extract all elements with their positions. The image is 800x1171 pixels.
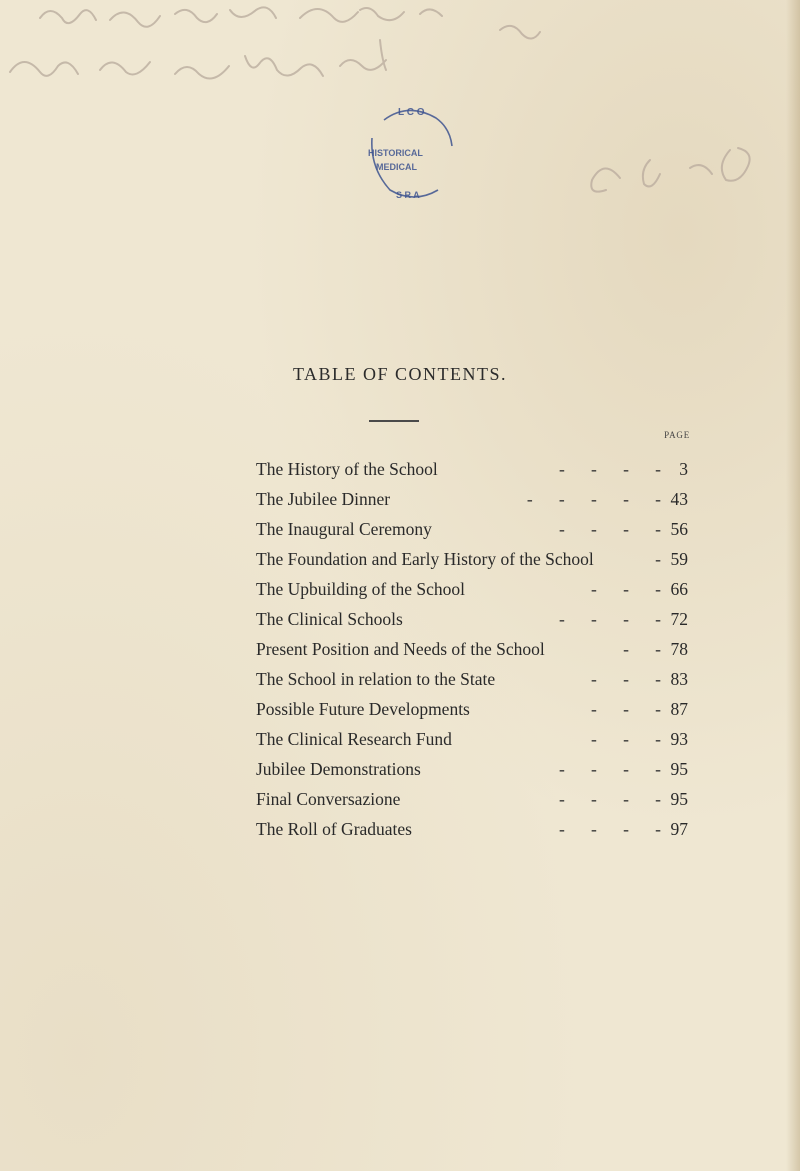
toc-entry-page: 43 — [670, 489, 688, 509]
toc-entry-title: The Jubilee Dinner — [256, 489, 391, 509]
toc-entry-page: 93 — [670, 729, 688, 749]
toc-entry-title: Final Conversazione — [256, 789, 401, 809]
library-stamp — [354, 98, 462, 208]
toc-entry[interactable] — [256, 454, 688, 484]
toc-entry-page: 59 — [670, 549, 688, 569]
page-title: TABLE OF CONTENTS. — [292, 364, 508, 384]
toc-entry-title: The Clinical Research Fund — [256, 729, 452, 749]
toc-entry-title: The History of the School — [256, 459, 438, 479]
toc-entry[interactable] — [256, 604, 688, 634]
stamp-text-line2: MEDICAL — [376, 162, 417, 172]
toc-entry[interactable] — [256, 484, 688, 514]
page-column-header: PAGE — [664, 430, 690, 440]
toc-entry-title: Possible Future Developments — [256, 699, 470, 719]
toc-entry[interactable] — [256, 664, 688, 694]
toc-entry-title: The Roll of Graduates — [256, 819, 412, 839]
toc-entry-title: The Clinical Schools — [256, 609, 403, 629]
toc-entry[interactable] — [256, 574, 688, 604]
toc-entry-leaders: - - - - — [558, 819, 661, 839]
toc-entry-title: The School in relation to the State — [256, 669, 496, 689]
toc-entry-page: 78 — [670, 639, 688, 659]
stamp-text-line1: HISTORICAL — [368, 148, 423, 158]
svg-text:S R A: S R A — [396, 190, 420, 200]
title-divider — [369, 420, 419, 422]
toc-entry[interactable] — [256, 814, 688, 844]
toc-entry[interactable] — [256, 754, 688, 784]
toc-entry-leaders: - - - - - — [526, 489, 661, 509]
toc-entry-leaders: - - - - — [558, 609, 661, 629]
toc-entry-page: 95 — [670, 789, 688, 809]
toc-entry-leaders: - - - — [591, 669, 661, 689]
toc-entry-leaders: - - - - — [558, 519, 661, 539]
toc-entry-title: Present Position and Needs of the School — [256, 639, 545, 659]
toc-entry-leaders: - - - — [591, 579, 661, 599]
toc-entry-leaders: - - - - — [558, 789, 661, 809]
toc-entry-leaders: - — [655, 549, 661, 569]
toc-entry-leaders: - - - — [591, 699, 661, 719]
toc-entry[interactable] — [256, 514, 688, 544]
toc-entry[interactable] — [256, 724, 688, 754]
toc-entry[interactable] — [256, 784, 688, 814]
toc-entry-page: 56 — [670, 519, 688, 539]
toc-entry-page: 87 — [670, 699, 688, 719]
toc-entry-page: 83 — [670, 669, 688, 689]
table-of-contents — [256, 454, 688, 844]
toc-entry-leaders: - - - — [591, 729, 661, 749]
toc-entry-title: The Upbuilding of the School — [256, 579, 466, 599]
toc-entry-page: 95 — [670, 759, 688, 779]
svg-text:L C O: L C O — [398, 107, 425, 118]
toc-entry[interactable] — [256, 544, 688, 574]
toc-entry[interactable] — [256, 634, 688, 664]
toc-entry-leaders: - - - - — [558, 759, 661, 779]
toc-entry-title: Jubilee Demonstrations — [256, 759, 421, 779]
toc-entry[interactable] — [256, 694, 688, 724]
toc-entry-leaders: - - — [623, 639, 661, 659]
toc-entry-page: 72 — [670, 609, 688, 629]
toc-entry-title: The Inaugural Ceremony — [256, 519, 432, 539]
toc-entry-title: The Foundation and Early History of the School — [256, 549, 594, 569]
toc-entry-page: 3 — [679, 459, 688, 479]
toc-entry-page: 66 — [670, 579, 688, 599]
toc-entry-page: 97 — [670, 819, 688, 839]
toc-entry-leaders: - - - - — [558, 459, 661, 479]
